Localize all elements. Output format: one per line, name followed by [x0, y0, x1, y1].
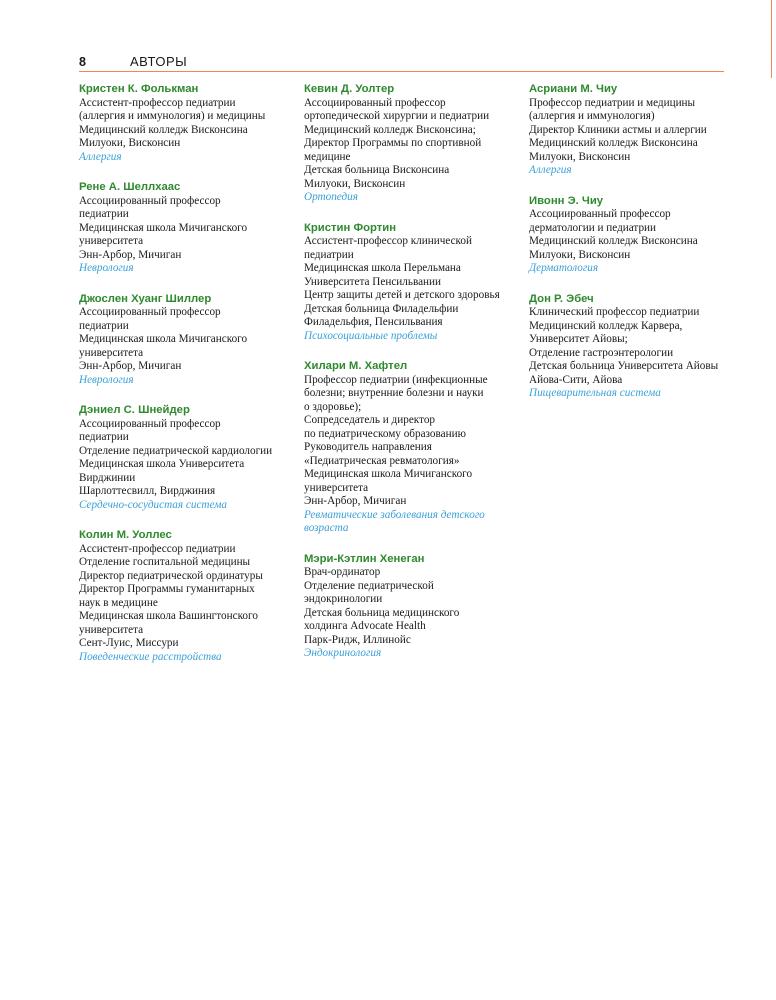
author-affiliation-line: педиатрии — [79, 208, 129, 220]
author-name: Хилари М. Хафтел — [304, 360, 408, 372]
author-name: Колин М. Уоллес — [79, 529, 172, 541]
author-entry — [79, 529, 294, 664]
author-affiliation-line: Медицинская школа Университета — [79, 458, 245, 470]
author-name: Кевин Д. Уолтер — [304, 83, 395, 95]
author-affiliation-line: Энн-Арбор, Мичиган — [79, 248, 182, 261]
author-affiliation-line: университета — [304, 481, 369, 494]
author-affiliation-line: Детская больница Висконсина — [304, 164, 450, 176]
author-affiliation-line: Директор Программы по спортивной — [304, 137, 482, 149]
author-affiliation-line: Центр защиты детей и детского здоровья — [304, 289, 500, 301]
author-affiliation-line: Шарлоттесвилл, Вирджиния — [79, 485, 216, 497]
author-specialty: Аллергия — [529, 164, 572, 176]
author-affiliation-line: Детская больница Университета Айовы — [529, 360, 719, 372]
author-affiliation-line: медицине — [304, 150, 351, 163]
author-entry — [304, 553, 519, 661]
author-affiliation-line: университета — [79, 346, 144, 359]
author-affiliation-line: Руководитель направления — [304, 441, 432, 453]
author-affiliation-line: Клинический профессор педиатрии — [529, 306, 700, 318]
author-entry — [529, 195, 744, 276]
author-entry — [529, 293, 744, 401]
author-affiliation-line: Милуоки, Висконсин — [529, 248, 631, 261]
author-affiliation-line: педиатрии — [79, 431, 129, 443]
author-affiliation-line: Директор педиатрической ординатуры — [79, 569, 263, 582]
author-specialty: Аллергия — [79, 150, 122, 163]
author-name: Кристин Фортин — [304, 221, 397, 234]
author-affiliation-line: Медицинская школа Мичиганского — [304, 468, 473, 480]
author-affiliation-line: Отделение гастроэнтерологии — [529, 346, 674, 359]
author-affiliation-line: о здоровье); — [304, 400, 362, 413]
author-affiliation-line: Сент-Луис, Миссури — [79, 637, 179, 649]
author-affiliation-line: «Педиатрическая ревматология» — [304, 454, 460, 467]
author-name: Рене А. Шеллхаас — [79, 181, 181, 193]
author-affiliation-line: Профессор педиатрии (инфекционные — [304, 373, 488, 386]
author-affiliation-line: Ассоциированный профессор — [529, 208, 671, 220]
page-number: 8 — [79, 55, 86, 69]
author-affiliation-line: Медицинский колледж Висконсина — [529, 137, 698, 149]
author-affiliation-line: (аллергия и иммунология) — [529, 110, 655, 122]
author-affiliation-line: Ассоциированный профессор — [79, 194, 221, 207]
author-affiliation-line: Энн-Арбор, Мичиган — [304, 495, 407, 507]
author-affiliation-line: Отделение педиатрической — [304, 579, 434, 592]
author-affiliation-line: болезни; внутренние болезни и науки — [304, 387, 484, 399]
author-entry — [304, 83, 519, 205]
author-entry — [79, 404, 294, 512]
author-specialty: Неврология — [79, 262, 134, 274]
author-affiliation-line: Милуоки, Висконсин — [79, 137, 181, 149]
author-affiliation-line: Медицинская школа Мичиганского — [79, 333, 248, 345]
author-affiliation-line: дерматологии и педиатрии — [529, 221, 657, 234]
author-affiliation-line: Энн-Арбор, Мичиган — [79, 360, 182, 372]
author-affiliation-line: наук в медицине — [79, 596, 158, 609]
author-affiliation-line: университета — [79, 235, 144, 247]
authors-column-2 — [304, 83, 519, 678]
author-affiliation-line: Вирджинии — [79, 471, 136, 484]
author-affiliation-line: Ассоциированный профессор — [79, 306, 221, 318]
author-specialty: Ревматические заболевания детского — [304, 508, 485, 521]
author-affiliation-line: Айова-Сити, Айова — [529, 373, 623, 386]
author-affiliation-line: по педиатрическому образованию — [304, 427, 466, 440]
author-specialty: Дерматология — [529, 262, 599, 274]
author-affiliation-line: Медицинская школа Вашингтонского — [79, 610, 258, 622]
author-affiliation-line: Милуоки, Висконсин — [529, 150, 631, 163]
author-affiliation-line: Профессор педиатрии и медицины — [529, 96, 696, 109]
author-affiliation-line: холдинга Advocate Health — [304, 620, 426, 632]
author-affiliation-line: ортопедической хирургии и педиатрии — [304, 110, 490, 122]
author-entry — [304, 222, 519, 344]
author-entry — [79, 181, 294, 276]
author-affiliation-line: Ассистент-профессор клинической — [304, 235, 472, 247]
author-specialty: Сердечно-сосудистая система — [79, 498, 227, 511]
author-specialty: Ортопедия — [304, 191, 358, 203]
author-affiliation-line: Директор Клиники астмы и аллергии — [529, 123, 707, 136]
author-entry — [79, 293, 294, 388]
author-specialty: возраста — [304, 522, 349, 534]
author-affiliation-line: Медицинский колледж Карвера, — [529, 319, 683, 332]
author-name: Дэниел С. Шнейдер — [79, 404, 190, 416]
author-affiliation-line: Врач-ординатор — [304, 566, 381, 578]
author-affiliation-line: Ассистент-профессор педиатрии — [79, 96, 236, 109]
author-specialty: Неврология — [79, 373, 134, 386]
author-affiliation-line: Филадельфия, Пенсильвания — [304, 316, 443, 328]
author-affiliation-line: Медицинская школа Перельмана — [304, 262, 461, 274]
author-affiliation-line: Директор Программы гуманитарных — [79, 583, 255, 595]
author-specialty: Психосоциальные проблемы — [304, 329, 438, 342]
author-affiliation-line: Детская больница Филадельфии — [304, 302, 459, 315]
author-affiliation-line: педиатрии — [304, 248, 354, 261]
author-affiliation-line: Ассоциированный профессор — [79, 417, 221, 430]
author-affiliation-line: Отделение педиатрической кардиологии — [79, 444, 273, 457]
author-affiliation-line: эндокринологии — [304, 593, 383, 605]
author-affiliation-line: Парк-Ридж, Иллинойс — [304, 633, 411, 646]
author-affiliation-line: Отделение госпитальной медицины — [79, 556, 251, 568]
author-affiliation-line: Университета Пенсильвании — [304, 275, 442, 288]
section-title: АВТОРЫ — [130, 54, 188, 69]
author-name: Кристен К. Фолькман — [79, 83, 199, 95]
author-affiliation-line: Детская больница медицинского — [304, 606, 460, 619]
author-specialty: Эндокринология — [304, 647, 382, 659]
author-affiliation-line: Медицинский колледж Висконсина — [529, 235, 698, 247]
author-affiliation-line: Медицинский колледж Висконсина — [79, 123, 248, 136]
author-affiliation-line: Университет Айовы; — [529, 333, 628, 345]
author-name: Ивонн Э. Чиу — [529, 194, 604, 207]
author-affiliation-line: Милуоки, Висконсин — [304, 177, 406, 190]
author-entry — [79, 83, 294, 164]
author-affiliation-line: педиатрии — [79, 319, 129, 332]
author-entry — [529, 83, 744, 178]
author-affiliation-line: университета — [79, 623, 144, 636]
author-affiliation-line: Ассоциированный профессор — [304, 96, 446, 109]
author-name: Мэри-Кэтлин Хенеган — [304, 552, 425, 565]
author-specialty: Поведенческие расстройства — [79, 650, 222, 663]
author-entry — [304, 360, 519, 536]
authors-column-3 — [529, 83, 744, 418]
author-specialty: Пищеварительная система — [529, 387, 661, 399]
page-edge-mark — [771, 0, 772, 78]
author-affiliation-line: Медицинский колледж Висконсина; — [304, 123, 476, 136]
header-rule — [79, 71, 724, 72]
author-affiliation-line: (аллергия и иммунология) и медицины — [79, 110, 266, 122]
author-affiliation-line: Ассистент-профессор педиатрии — [79, 542, 236, 555]
author-affiliation-line: Сопредседатель и директор — [304, 414, 436, 426]
author-name: Асриани М. Чиу — [529, 83, 618, 95]
author-name: Дон Р. Эбеч — [529, 292, 594, 305]
authors-column-1 — [79, 83, 294, 681]
author-affiliation-line: Медицинская школа Мичиганского — [79, 221, 248, 234]
author-name: Джослен Хуанг Шиллер — [79, 292, 212, 305]
